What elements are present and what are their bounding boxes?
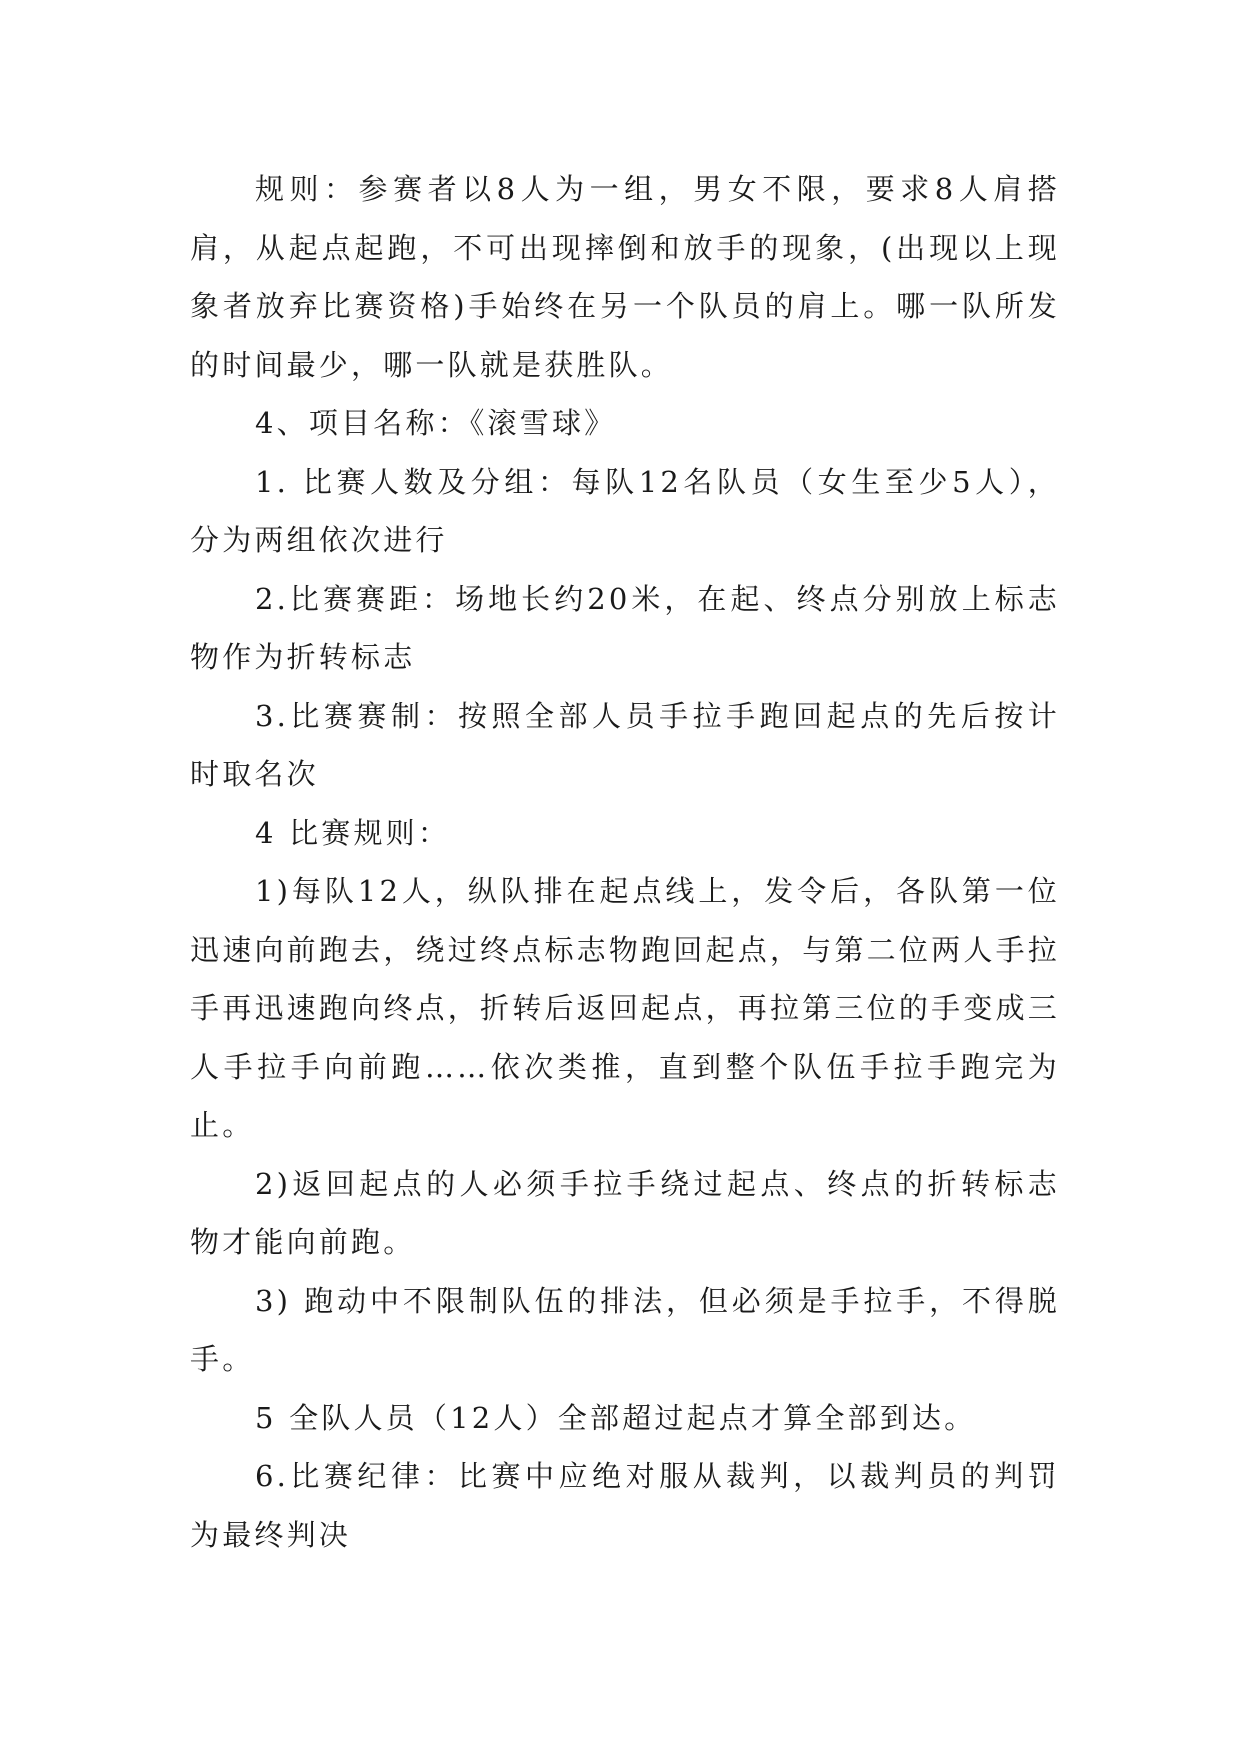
paragraph-rule-2: 2)返回起点的人必须手拉手绕过起点、终点的折转标志物才能向前跑。 [190, 1166, 1060, 1259]
paragraph-distance: 2.比赛赛距：场地长约20米，在起、终点分别放上标志物作为折转标志 [190, 581, 1060, 674]
paragraph-project-name: 4、项目名称：《滚雪球》 [255, 406, 617, 440]
paragraph-arrival: 5 全队人员（12人）全部超过起点才算全部到达。 [255, 1400, 977, 1435]
paragraph-format: 3.比赛赛制：按照全部人员手拉手跑回起点的先后按计时取名次 [190, 698, 1060, 791]
document-body [190, 160, 1060, 1564]
paragraph-rules-heading: 4 比赛规则： [255, 815, 451, 850]
paragraph-rule-1: 1)每队12人，纵队排在起点线上，发令后，各队第一位迅速向前跑去，绕过终点标志物跑回起点，与第二位两人手拉手再迅速跑向终点，折转后返回起点，再拉第三位的手变成三人手拉手向前跑……依次类推，直到整个队伍手拉手跑完为止。 [190, 874, 1060, 1142]
paragraph-rules-intro: 规则：参赛者以8人为一组，男女不限，要求8人肩搭肩，从起点起跑，不可出现摔倒和放手的现象，(出现以上现象者放弃比赛资格)手始终在另一个队员的肩上。哪一队所发的时间最少，哪一队就是获胜队。 [190, 172, 1060, 382]
paragraph-rule-3: 3) 跑动中不限制队伍的排法，但必须是手拉手，不得脱手。 [190, 1283, 1060, 1376]
paragraph-discipline: 6.比赛纪律：比赛中应绝对服从裁判，以裁判员的判罚为最终判决 [190, 1459, 1060, 1552]
paragraph-participants: 1. 比赛人数及分组：每队12名队员（女生至少5人），分为两组依次进行 [190, 464, 1060, 557]
